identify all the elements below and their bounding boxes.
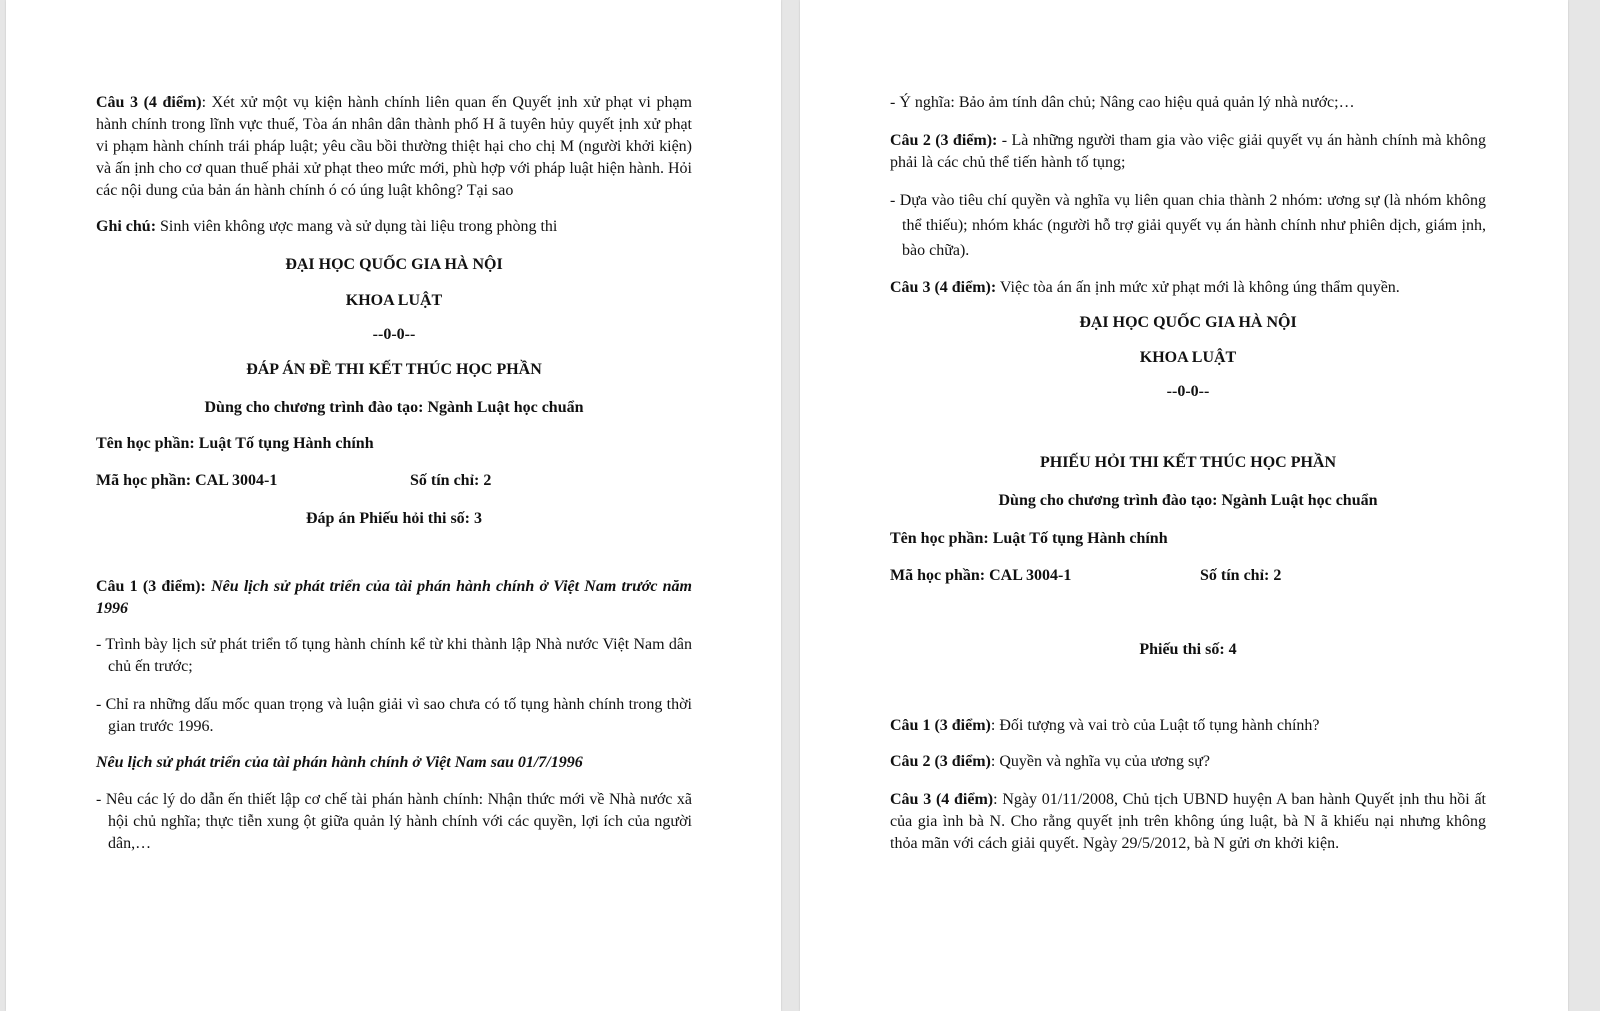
credits: Số tín chỉ: 2 bbox=[1200, 567, 1282, 584]
exam-question-3 bbox=[890, 789, 1486, 855]
exam-question-1-text: : Đối tượng và vai trò của Luật tố tụng hành chính? bbox=[990, 717, 1320, 734]
faculty-heading: KHOA LUẬT bbox=[345, 292, 443, 309]
note-heading: Ghi chú: bbox=[96, 218, 157, 235]
answer-3-text: Việc tòa án ấn ịnh mức xử phạt mới là không úng thẩm quyền. bbox=[996, 279, 1400, 296]
exam-question-2 bbox=[890, 751, 1486, 773]
note-paragraph bbox=[96, 216, 692, 238]
exam-question-1 bbox=[890, 715, 1486, 737]
exam-question-2-heading: Câu 2 (3 điểm) bbox=[890, 753, 991, 770]
answer-1-heading-paragraph bbox=[96, 576, 692, 620]
exam-question-1-heading: Câu 1 (3 điểm) bbox=[890, 717, 991, 734]
course-info-row bbox=[96, 470, 692, 492]
program-line: Dùng cho chương trình đào tạo: Ngành Luật học chuẩn bbox=[998, 492, 1378, 509]
course-name: Tên học phần: Luật Tố tụng Hành chính bbox=[890, 530, 1168, 547]
page-content bbox=[96, 92, 692, 855]
exam-question-3-text: : Ngày 01/11/2008, Chủ tịch UBND huyện A ban hành Quyết ịnh thu hồi ất của gia ình bà N. Cho rằng quyết ịnh trên không úng luật, bà N ã khiếu nại nhưng không thỏa mãn với cách giải quyết. Ngày 29/5/2012, bà N gửi ơn khởi kiện. bbox=[890, 791, 1486, 852]
answer-1-bullet-3: - Nêu các lý do dẫn ến thiết lập cơ chế tài phán hành chính: Nhận thức mới về Nhà nước xã hội chủ nghĩa; thực tiễn xung ột giữa quản lý hành chính với các quyền, lợi ích của người dân,… bbox=[96, 791, 692, 852]
answer-number: Đáp án Phiếu hỏi thi số: 3 bbox=[305, 510, 483, 527]
answer-1-heading: Câu 1 (3 điểm): bbox=[96, 578, 212, 595]
answer-2-heading: Câu 2 (3 điểm): bbox=[890, 132, 998, 149]
answer-3-heading: Câu 3 (4 điểm): bbox=[890, 279, 997, 296]
answer-1-bullet-1: - Trình bày lịch sử phát triển tố tụng hành chính kể từ khi thành lập Nhà nước Việt Nam dân chủ ến trước; bbox=[96, 636, 692, 675]
answer-2-paragraph bbox=[890, 130, 1486, 174]
divider: --0-0-- bbox=[1166, 383, 1210, 400]
program-line: Dùng cho chương trình đào tạo: Ngành Luật học chuẩn bbox=[204, 399, 584, 416]
question-3-text: : Xét xử một vụ kiện hành chính liên quan ến Quyết ịnh xử phạt vi phạm hành chính trong lĩnh vực thuế, Tòa án nhân dân thành phố H ã tuyên hủy quyết ịnh xử phạt vi phạm hành chính trái pháp luật; yêu cầu bồi thường thiệt hại cho chị M (người khởi kiện) và ấn ịnh cho cơ quan thuế phải xử phạt theo mức mới, phù hợp với pháp luật hiện hành. Hỏi các nội dung của bản án hành chính ó có úng luật không? Tại sao bbox=[96, 94, 692, 199]
question-3-heading: Câu 3 (4 điểm) bbox=[96, 94, 202, 111]
course-code: Mã học phần: CAL 3004-1 bbox=[890, 567, 1072, 584]
answer-2-text: - Là những người tham gia vào việc giải quyết vụ án hành chính mà không phải là các chủ thể tiến hành tố tụng; bbox=[890, 132, 1487, 171]
exam-question-2-text: : Quyền và nghĩa vụ của ương sự? bbox=[990, 753, 1210, 770]
document-title: PHIẾU HỎI THI KẾT THÚC HỌC PHẦN bbox=[1039, 454, 1337, 471]
course-name: Tên học phần: Luật Tố tụng Hành chính bbox=[96, 435, 374, 452]
faculty-heading: KHOA LUẬT bbox=[1139, 349, 1237, 366]
course-info-row bbox=[890, 565, 1486, 587]
meaning-line: - Ý nghĩa: Bảo ảm tính dân chủ; Nâng cao hiệu quả quản lý nhà nước;… bbox=[890, 94, 1355, 111]
exam-number: Phiếu thi số: 4 bbox=[1139, 641, 1237, 658]
document-page-left bbox=[6, 0, 781, 1011]
note-text: Sinh viên không ược mang và sử dụng tài liệu trong phòng thi bbox=[156, 218, 558, 235]
divider: --0-0-- bbox=[372, 326, 416, 343]
page-content bbox=[890, 92, 1486, 855]
exam-question-3-heading: Câu 3 (4 điểm) bbox=[890, 791, 994, 808]
university-heading: ĐẠI HỌC QUỐC GIA HÀ NỘI bbox=[285, 256, 503, 273]
answer-2-bullet-1: - Dựa vào tiêu chí quyền và nghĩa vụ liên quan chia thành 2 nhóm: ương sự (là nhóm không thể thiếu); nhóm khác (người hỗ trợ giải quyết vụ án hành chính như phiên dịch, giám ịnh, bào chữa). bbox=[890, 192, 1486, 259]
university-heading: ĐẠI HỌC QUỐC GIA HÀ NỘI bbox=[1079, 314, 1297, 331]
question-3-paragraph bbox=[96, 92, 692, 202]
answer-3-paragraph bbox=[890, 277, 1486, 299]
document-title: ĐÁP ÁN ĐỀ THI KẾT THÚC HỌC PHẦN bbox=[246, 361, 542, 378]
answer-1-subheading: Nêu lịch sử phát triển của tài phán hành chính ở Việt Nam sau 01/7/1996 bbox=[96, 754, 583, 771]
course-code: Mã học phần: CAL 3004-1 bbox=[96, 472, 278, 489]
answer-1-title: Nêu lịch sử phát triển của tài phán hành chính ở Việt Nam trước năm 1996 bbox=[96, 578, 693, 617]
document-page-right bbox=[800, 0, 1568, 1011]
answer-1-bullet-2: - Chỉ ra những dấu mốc quan trọng và luận giải vì sao chưa có tố tụng hành chính trong thời gian trước 1996. bbox=[96, 696, 692, 735]
credits: Số tín chỉ: 2 bbox=[410, 472, 492, 489]
